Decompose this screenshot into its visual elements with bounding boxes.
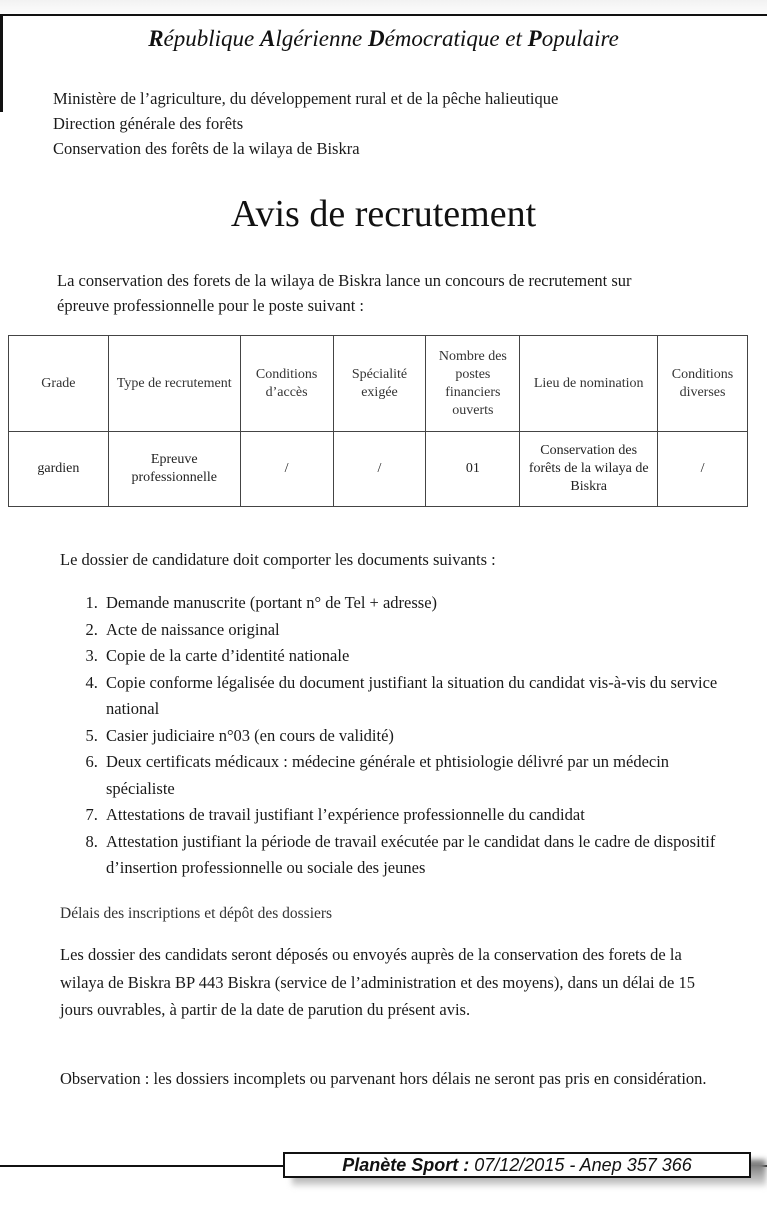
header-specialite: Spécialité exigée [333,336,426,432]
list-item: 2. Acte de naissance original [102,617,722,644]
list-item: 3. Copie de la carte d’identité nationale [102,643,722,670]
republic-cap-4: P [527,26,542,51]
publication-name: Planète Sport : [342,1155,470,1175]
republic-heading [0,26,767,52]
republic-word-1: épublique [163,26,260,51]
cell-lieu: Conservation des forêts de la wilaya de Biskra [520,432,658,507]
list-item: 5. Casier judiciaire n°03 (en cours de validité) [102,723,722,750]
cell-conditions-diverses: / [658,432,748,507]
publication-details: 07/12/2015 - Anep 357 366 [469,1155,692,1175]
page-top-edge [0,0,767,14]
header-nombre-postes: Nombre des postes financiers ouverts [426,336,520,432]
cell-nombre-postes: 01 [426,432,520,507]
cell-grade: gardien [9,432,109,507]
cell-type: Epreuve professionnelle [108,432,240,507]
ministry-line: Ministère de l’agriculture, du développement rural et de la pêche halieutique [53,89,559,108]
intro-paragraph: La conservation des forets de la wilaya de Biskra lance un concours de recrutement sur épreuve professionnelle pour le poste suivant : [57,271,632,315]
documents-list [82,590,722,882]
header-conditions-diverses: Conditions diverses [658,336,748,432]
page-title: Avis de recrutement [230,193,537,235]
delais-heading: Délais des inscriptions et dépôt des dossiers [60,905,333,922]
institution-block [53,86,558,161]
republic-cap-2: A [259,26,276,51]
recruitment-table [8,335,748,507]
top-border-line [0,14,767,16]
republic-cap-1: R [148,26,164,51]
header-grade: Grade [9,336,109,432]
table-row [9,432,748,507]
list-item: 8. Attestation justifiant la période de travail exécutée par le candidat dans le cadre de dispositif d’insertion professionnelle ou sociale des jeunes [102,829,722,882]
republic-word-3: émocratique et [384,26,528,51]
republic-cap-3: D [367,26,385,51]
publication-stamp [283,1152,751,1178]
direction-line: Direction générale des forêts [53,114,244,133]
cell-conditions-acces: / [240,432,333,507]
table-header-row [9,336,748,432]
documents-intro: Le dossier de candidature doit comporter les documents suivants : [60,550,496,569]
republic-word-4: opulaire [541,26,619,51]
header-conditions-acces: Conditions d’accès [240,336,333,432]
list-item: 1. Demande manuscrite (portant n° de Tel + adresse) [102,590,722,617]
list-item: 7. Attestations de travail justifiant l’expérience professionnelle du candidat [102,802,722,829]
delais-paragraph: Les dossier des candidats seront déposés ou envoyés auprès de la conservation des forets de la wilaya de Biskra BP 443 Biskra (service de l’administration et des moyens), dans un délai de 15 jours ouvrables, à partir de la date de parution du présent avis. [60,945,695,1019]
republic-word-2: lgérienne [275,26,368,51]
list-item: 4. Copie conforme légalisée du document justifiant la situation du candidat vis-à-vis du service national [102,670,722,723]
conservation-line: Conservation des forêts de la wilaya de Biskra [53,139,360,158]
header-type: Type de recrutement [108,336,240,432]
observation-paragraph: Observation : les dossiers incomplets ou parvenant hors délais ne seront pas pris en considération. [60,1069,707,1088]
cell-specialite: / [333,432,426,507]
header-lieu: Lieu de nomination [520,336,658,432]
list-item: 6. Deux certificats médicaux : médecine générale et phtisiologie délivré par un médecin spécialiste [102,749,722,802]
